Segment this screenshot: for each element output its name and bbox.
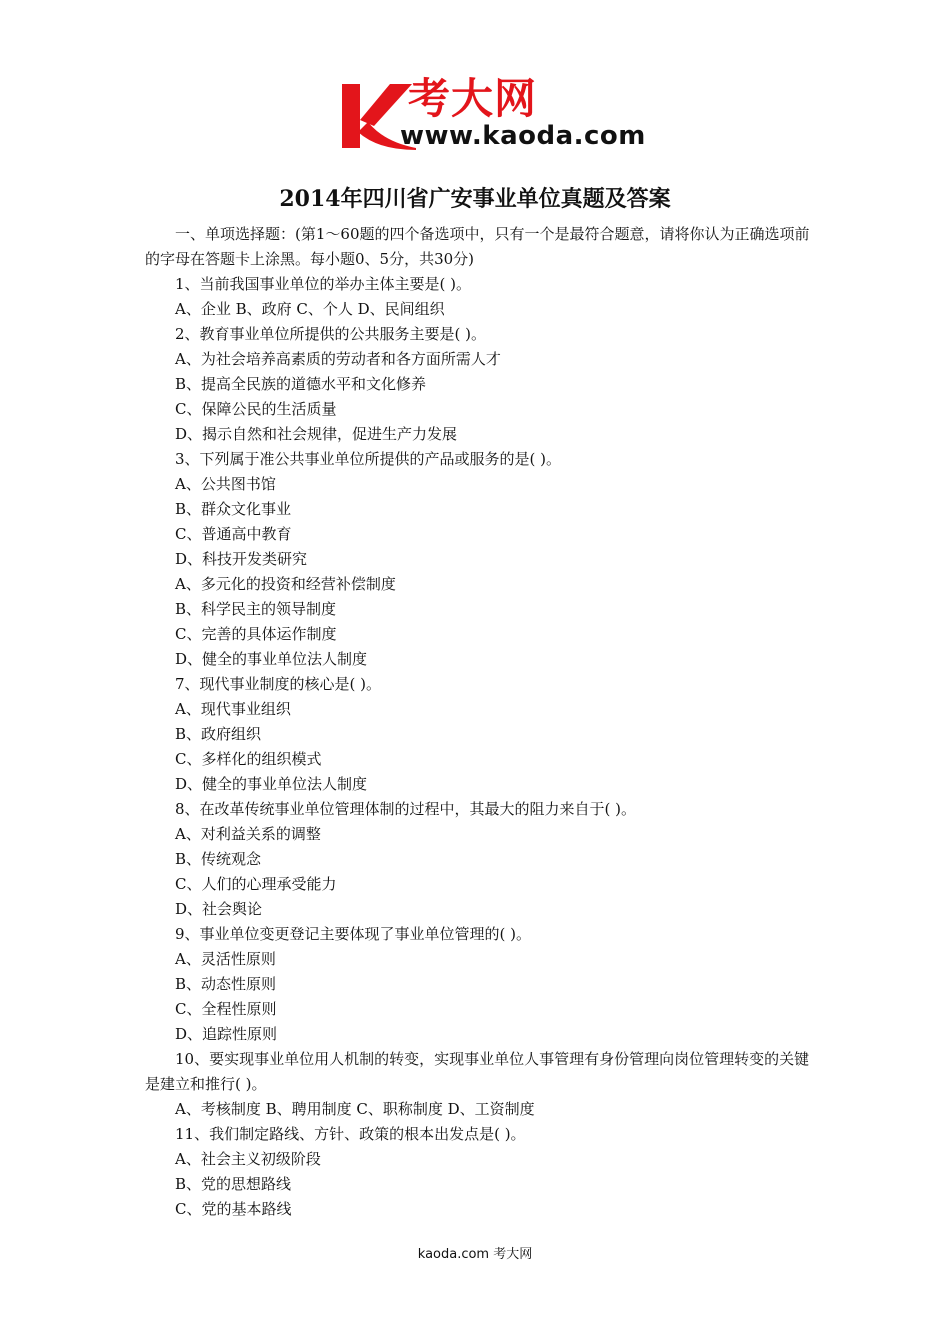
logo-brand-name: 考大网 [408,74,538,123]
option-line: B、提高全民族的道德水平和文化修养 [175,375,427,393]
option-line: D、追踪性原则 [175,1025,278,1043]
option-line: B、动态性原则 [175,975,277,993]
option-line: D、健全的事业单位法人制度 [175,775,368,793]
page-footer: kaoda.com 考大网 [417,1247,533,1262]
question-line: 8、在改革传统事业单位管理体制的过程中，其最大的阻力来自于( )。 [175,800,637,818]
question-line: 11、我们制定路线、方针、政策的根本出发点是( )。 [175,1125,526,1143]
option-line: C、党的基本路线 [175,1200,292,1218]
option-line: A、现代事业组织 [175,700,291,718]
option-line: C、保障公民的生活质量 [175,400,337,418]
option-line: A、企业 B、政府 C、个人 D、民间组织 [175,300,445,318]
option-line: C、完善的具体运作制度 [175,625,337,643]
option-line: B、科学民主的领导制度 [175,600,337,618]
logo-url: www.kaoda.com [400,121,646,151]
option-line: C、多样化的组织模式 [175,750,322,768]
question-line: 3、下列属于准公共事业单位所提供的产品或服务的是( )。 [175,450,562,468]
question-line: 1、当前我国事业单位的举办主体主要是( )。 [175,275,472,293]
option-line: C、普通高中教育 [175,525,292,543]
question-line: 7、现代事业制度的核心是( )。 [175,675,382,693]
option-line: C、全程性原则 [175,1000,277,1018]
option-line: C、人们的心理承受能力 [175,875,337,893]
option-line: B、政府组织 [175,725,262,743]
option-line: A、多元化的投资和经营补偿制度 [175,575,396,593]
option-line: A、为社会培养高素质的劳动者和各方面所需人才 [175,350,501,368]
option-line: D、揭示自然和社会规律，促进生产力发展 [175,425,458,443]
option-line: D、社会舆论 [175,900,263,918]
option-line: A、考核制度 B、聘用制度 C、职称制度 D、工资制度 [175,1100,535,1118]
option-line: A、公共图书馆 [175,475,276,493]
page-title: 2014年四川省广安事业单位真题及答案 [279,186,671,212]
option-line: A、社会主义初级阶段 [175,1150,321,1168]
option-line: A、对利益关系的调整 [175,825,321,843]
question-line: 2、教育事业单位所提供的公共服务主要是( )。 [175,325,487,343]
option-line: B、群众文化事业 [175,500,292,518]
option-line: A、灵活性原则 [175,950,276,968]
kaoda-logo [338,74,668,160]
option-line: B、传统观念 [175,850,262,868]
question-line: 10、要实现事业单位用人机制的转变，实现事业单位人事管理有身份管理向岗位管理转变的关键是建立和推行( )。 [145,1050,810,1093]
question-list [145,222,813,1222]
option-line: D、健全的事业单位法人制度 [175,650,368,668]
section-instructions: 一、单项选择题：(第1～60题的四个备选项中，只有一个是最符合题意，请将你认为正确选项前的字母在答题卡上涂黑。每小题0、5分，共30分) [145,225,810,268]
option-line: D、科技开发类研究 [175,550,308,568]
question-line: 9、事业单位变更登记主要体现了事业单位管理的( )。 [175,925,532,943]
option-line: B、党的思想路线 [175,1175,292,1193]
